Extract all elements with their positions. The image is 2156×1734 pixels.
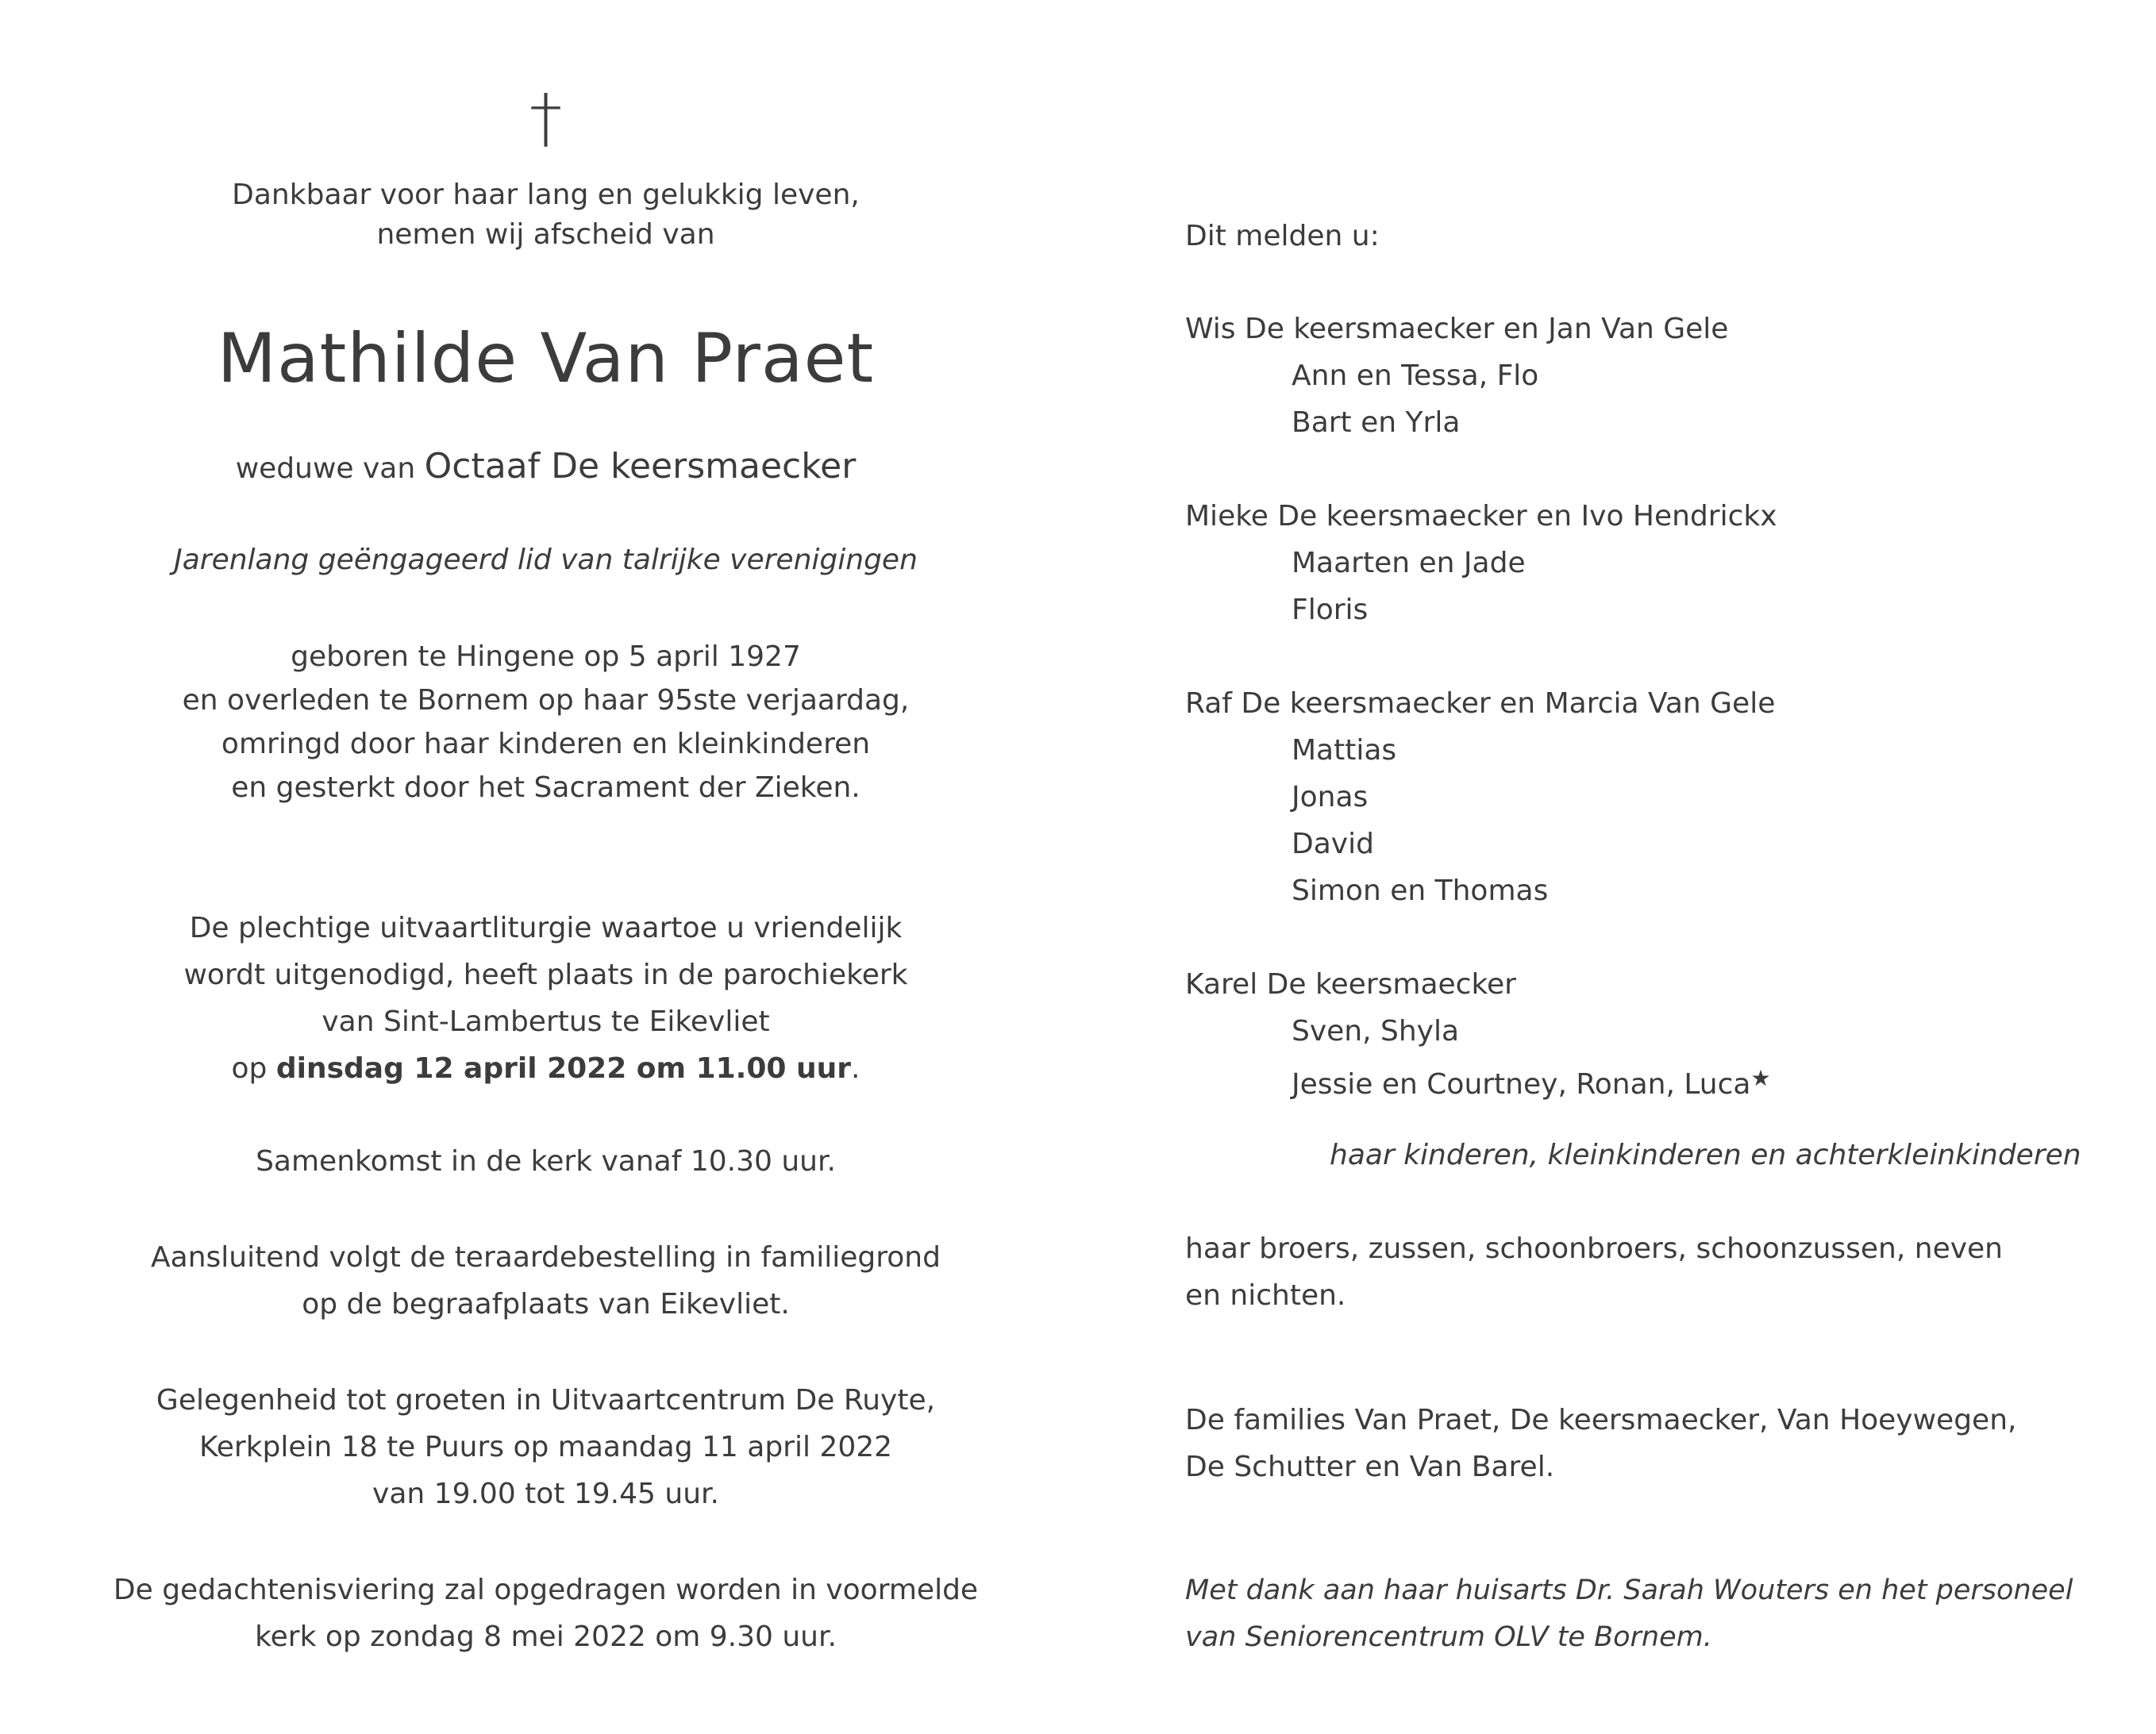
family-1-parent: Wis De keersmaecker en Jan Van Gele (1185, 313, 1729, 345)
family-3-child-1: Mattias (1292, 734, 1397, 767)
birth-line-1: geboren te Hingene op 5 april 1927 (291, 640, 801, 673)
right-column (1185, 0, 2156, 1734)
family-3-child-2: Jonas (1292, 781, 1369, 813)
thanks-line-2: van Seniorencentrum OLV te Bornem. (1185, 1621, 1712, 1653)
star-icon: ★ (1750, 1065, 1771, 1091)
intro-line-2: nemen wij afscheid van (376, 218, 715, 251)
family-1-child-1: Ann en Tessa, Flo (1292, 359, 1539, 392)
family-3-child-4: Simon en Thomas (1292, 875, 1549, 907)
family-3-child-3: David (1292, 828, 1374, 860)
funeral-date-prefix: op (231, 1052, 268, 1085)
family-2-parent: Mieke De keersmaecker en Ivo Hendrickx (1185, 500, 1777, 533)
family-2-child-2: Floris (1292, 594, 1369, 626)
families-line-2: De Schutter en Van Barel. (1185, 1451, 1555, 1483)
thanks-line-1: Met dank aan haar huisarts Dr. Sarah Wouters en het personeel (1185, 1574, 2073, 1606)
widow-name: Octaaf De keersmaecker (424, 446, 857, 486)
visit-line-3: van 19.00 tot 19.45 uur. (372, 1478, 719, 1510)
widow-line (0, 446, 1091, 486)
announce-header: Dit melden u: (1185, 220, 1380, 252)
gathering-line: Samenkomst in de kerk vanaf 10.30 uur. (256, 1145, 836, 1178)
funeral-line-3: van Sint-Lambertus te Eikevliet (321, 1005, 770, 1038)
funeral-date-suffix: . (851, 1052, 860, 1085)
deceased-name: Mathilde Van Praet (217, 319, 875, 398)
birth-line-2: en overleden te Bornem op haar 95ste verjaardag, (182, 684, 910, 717)
funeral-line-1: De plechtige uitvaartliturgie waartoe u vriendelijk (189, 912, 903, 944)
siblings-line-1: haar broers, zussen, schoonbroers, schoonzussen, neven (1185, 1232, 2003, 1265)
visit-line-2: Kerkplein 18 te Puurs op maandag 11 april 2022 (198, 1431, 893, 1463)
cross-icon: † (529, 81, 562, 156)
family-4-parent: Karel De keersmaecker (1185, 968, 1516, 1001)
descendants-line: haar kinderen, kleinkinderen en achterkleinkinderen (1330, 1139, 2081, 1171)
birth-line-3: omringd door haar kinderen en kleinkinderen (221, 728, 871, 760)
funeral-date: dinsdag 12 april 2022 om 11.00 uur (275, 1052, 851, 1085)
funeral-date-line (0, 1052, 1091, 1086)
siblings-line-2: en nichten. (1185, 1279, 1346, 1312)
family-4-child-2 (1292, 1061, 1771, 1102)
funeral-line-2: wordt uitgenodigd, heeft plaats in de parochiekerk (183, 959, 908, 991)
burial-line-2: op de begraafplaats van Eikevliet. (302, 1288, 790, 1321)
family-1-child-2: Bart en Yrla (1292, 406, 1461, 439)
birth-line-4: en gesterkt door het Sacrament der Zieken. (231, 771, 860, 804)
family-4-child-1: Sven, Shyla (1292, 1015, 1460, 1048)
tagline: Jarenlang geëngageerd lid van talrijke verenigingen (174, 544, 918, 576)
memorial-line-2: kerk op zondag 8 mei 2022 om 9.30 uur. (255, 1621, 837, 1653)
family-4-child-2-text: Jessie en Courtney, Ronan, Luca (1292, 1068, 1751, 1101)
family-3-parent: Raf De keersmaecker en Marcia Van Gele (1185, 687, 1776, 720)
families-line-1: De families Van Praet, De keersmaecker, Van Hoeywegen, (1185, 1404, 2017, 1436)
family-2-child-1: Maarten en Jade (1292, 547, 1526, 579)
memorial-line-1: De gedachtenisviering zal opgedragen worden in voormelde (113, 1574, 979, 1606)
visit-line-1: Gelegenheid tot groeten in Uitvaartcentrum De Ruyte, (156, 1384, 936, 1417)
intro-line-1: Dankbaar voor haar lang en gelukkig leven, (232, 179, 860, 211)
burial-line-1: Aansluitend volgt de teraardebestelling in familiegrond (151, 1241, 941, 1274)
widow-prefix: weduwe van (235, 452, 416, 485)
